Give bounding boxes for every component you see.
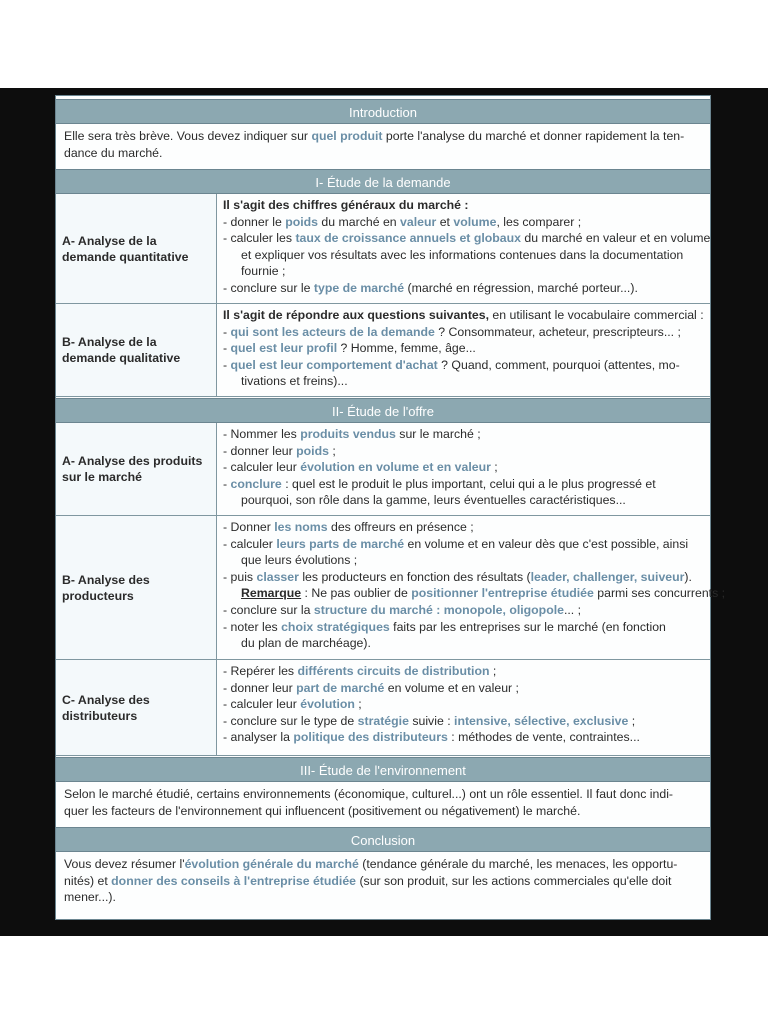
bullet-line <box>223 247 704 264</box>
bullet-line <box>223 680 704 697</box>
text-fragment: - calculer les <box>223 231 296 246</box>
bullet-line <box>223 459 704 476</box>
text-fragment: ? Quand, comment, pourquoi (attentes, mo- <box>437 357 680 372</box>
text-fragment: sur le marché ; <box>395 427 481 441</box>
conclusion-header: Conclusion <box>56 827 710 852</box>
text-fragment: en volume et en valeur dès que c'est possible, ainsi <box>404 536 689 551</box>
text-fragment: - Nommer les <box>223 427 301 441</box>
row-label-line: sur le marché <box>62 470 142 484</box>
text-fragment: ... ; <box>563 602 582 617</box>
row-label <box>56 304 217 396</box>
row-label-line: distributeurs <box>62 708 138 723</box>
bullet-line <box>223 492 704 509</box>
highlighted-term: évolution <box>300 697 355 712</box>
text-fragment: - <box>223 341 231 356</box>
text-fragment: Elle sera très brève. Vous devez indiquer sur <box>64 129 312 143</box>
text-fragment: : méthodes de vente, contraintes... <box>447 730 640 745</box>
row-label <box>56 423 217 515</box>
text-line <box>64 889 702 906</box>
text-fragment: Il s'agit des chiffres généraux du marché : <box>223 198 469 212</box>
bullet-line <box>223 280 704 297</box>
text-fragment: - conclure sur la <box>223 602 314 617</box>
bullet-line <box>223 536 704 553</box>
environment-text <box>56 786 710 819</box>
bullet-line <box>223 713 704 730</box>
row-content <box>223 307 704 390</box>
bullet-line <box>223 585 726 602</box>
conclusion-text <box>56 856 710 906</box>
highlighted-term: poids <box>296 443 329 458</box>
text-line <box>64 803 702 820</box>
introduction-header: Introduction <box>56 99 710 124</box>
highlighted-term: leurs parts de marché <box>276 536 405 551</box>
text-fragment: - Donner <box>223 520 275 534</box>
bullet-line <box>223 663 704 680</box>
bullet-line <box>223 635 704 652</box>
text-fragment: du marché en valeur et en volume <box>520 231 711 246</box>
highlighted-term: classer <box>256 569 299 584</box>
text-fragment: : quel est le produit le plus important, celui qui a le plus progressé et <box>281 476 656 491</box>
bullet-line <box>223 602 704 619</box>
text-line <box>64 128 702 145</box>
highlighted-term: quel est leur comportement d'achat <box>230 357 438 372</box>
text-fragment: porte l'analyse du marché et donner rapidement la ten- <box>382 129 685 143</box>
highlighted-term: volume <box>453 214 497 229</box>
distributors-row <box>56 660 710 756</box>
bullet-line <box>223 230 711 247</box>
text-fragment: en utilisant le vocabulaire commercial : <box>489 308 704 322</box>
text-fragment: - noter les <box>223 619 282 634</box>
bullet-line <box>223 443 704 460</box>
text-fragment: des offreurs en présence ; <box>327 520 474 534</box>
text-fragment: - Repérer les <box>223 664 298 678</box>
text-fragment: suivie : <box>408 713 455 728</box>
text-fragment: (tendance générale du marché, les menaces, les opportu- <box>358 857 678 871</box>
text-fragment: et <box>436 214 454 229</box>
text-fragment: - donner le <box>223 214 286 229</box>
bullet-line <box>223 552 704 569</box>
text-fragment: - <box>223 357 231 372</box>
text-fragment: ? Consommateur, acheteur, prescripteurs... ; <box>434 324 681 339</box>
row-content <box>223 197 711 297</box>
text-fragment: en volume et en valeur ; <box>384 680 519 695</box>
highlighted-term: donner des conseils à l'entreprise étudiée <box>111 873 357 888</box>
text-fragment: (marché en régression, marché porteur...). <box>404 280 638 295</box>
row-content <box>223 663 704 746</box>
text-fragment: - conclure sur le <box>223 280 314 295</box>
highlighted-term: politique des distributeurs <box>293 730 448 745</box>
row-label-line: B- Analyse de la <box>62 335 157 349</box>
highlighted-term: les noms <box>274 520 328 534</box>
row-content <box>223 519 726 652</box>
text-fragment: du plan de marchéage). <box>241 636 371 651</box>
text-fragment: Vous devez résumer l' <box>64 857 185 871</box>
bullet-line <box>223 263 704 280</box>
bullet-line <box>223 197 704 214</box>
bullet-line <box>223 619 704 636</box>
text-fragment: et expliquer vos résultats avec les informations contenues dans la documentation <box>241 247 684 262</box>
text-fragment: (sur son produit, sur les actions commerciales qu'elle doit <box>356 873 672 888</box>
bullet-line <box>223 373 704 390</box>
bullet-line <box>223 357 704 374</box>
highlighted-term: évolution en volume et en valeur <box>300 460 491 475</box>
text-fragment: - calculer leur <box>223 460 301 475</box>
market-analysis-sheet <box>55 95 726 920</box>
text-fragment: Selon le marché étudié, certains environnements (économique, culturel...) ont un rôle essentiel. Il faut donc indi- <box>64 787 674 801</box>
text-fragment: , les comparer ; <box>496 214 582 229</box>
text-fragment: parmi ses concurrents ; <box>593 586 726 601</box>
text-fragment: - calculer leur <box>223 697 301 712</box>
highlighted-term: type de marché <box>313 280 405 295</box>
text-fragment: - conclure sur le type de <box>223 713 358 728</box>
text-line <box>64 856 702 873</box>
text-fragment: ; <box>628 713 636 728</box>
row-label-line: A- Analyse des produits <box>62 454 203 468</box>
text-line <box>64 873 702 890</box>
text-fragment: - <box>223 476 231 491</box>
row-label-line: producteurs <box>62 588 134 603</box>
row-content <box>223 426 704 509</box>
text-fragment: faits par les entreprises sur le marché (en fonction <box>389 619 666 634</box>
text-fragment: - calculer <box>223 536 277 551</box>
introduction-text <box>56 128 710 161</box>
highlighted-term: qui sont les acteurs de la demande <box>230 324 435 339</box>
bullet-line <box>223 519 704 536</box>
highlighted-term: stratégie <box>357 713 409 728</box>
highlighted-term: poids <box>285 214 319 229</box>
text-fragment: tivations et freins)... <box>241 374 348 389</box>
row-label-line: C- Analyse des <box>62 692 150 707</box>
highlighted-term: quel produit <box>311 129 383 143</box>
text-fragment: quer les facteurs de l'environnement qui influencent (positivement ou négativement) le marché. <box>64 803 581 818</box>
text-fragment: - donner leur <box>223 443 297 458</box>
text-fragment: ? Homme, femme, âge... <box>337 341 476 356</box>
bullet-line <box>223 426 704 443</box>
highlighted-term: valeur <box>400 214 437 229</box>
text-fragment: dance du marché. <box>64 145 163 160</box>
row-label-line: B- Analyse des <box>62 572 150 587</box>
row-label-line: A- Analyse de la <box>62 233 157 248</box>
highlighted-term: différents circuits de distribution <box>297 664 490 678</box>
section2-header: II- Étude de l'offre <box>56 398 710 423</box>
row-label-line: demande quantitative <box>62 249 189 264</box>
highlighted-term: part de marché <box>296 680 385 695</box>
highlighted-term: quel est leur profil <box>230 341 338 356</box>
row-label <box>56 516 217 659</box>
bullet-line <box>223 214 704 231</box>
bullet-line <box>223 340 704 357</box>
text-fragment: du marché en <box>318 214 401 229</box>
text-fragment: ; <box>354 697 362 712</box>
text-fragment: : Ne pas oublier de <box>301 586 412 601</box>
text-fragment: - puis <box>223 569 257 584</box>
demand-quantitative-row <box>56 194 710 304</box>
highlighted-term: structure du marché : monopole, oligopole <box>313 602 564 617</box>
products-row <box>56 423 710 516</box>
bullet-line <box>223 696 704 713</box>
text-fragment: ). <box>684 569 692 584</box>
text-fragment: ; <box>489 664 497 678</box>
highlighted-term: évolution générale du marché <box>184 857 359 871</box>
highlighted-term: positionner l'entreprise étudiée <box>411 586 594 601</box>
text-fragment: pourquoi, son rôle dans la gamme, leurs éventuelles caractéristiques... <box>241 493 626 508</box>
text-fragment: - analyser la <box>223 730 294 745</box>
demand-qualitative-row <box>56 304 710 397</box>
text-line <box>64 145 702 162</box>
bullet-line <box>223 569 704 586</box>
producers-row <box>56 516 726 660</box>
row-label <box>56 660 217 755</box>
bullet-line <box>223 729 704 746</box>
text-fragment: - donner leur <box>223 680 297 695</box>
text-fragment: ; <box>328 443 336 458</box>
row-label <box>56 194 217 303</box>
highlighted-term: conclure <box>230 476 282 491</box>
highlighted-term: produits vendus <box>300 427 396 441</box>
highlighted-term: leader, challenger, suiveur <box>530 569 685 584</box>
highlighted-term: choix stratégiques <box>281 619 390 634</box>
text-fragment: les producteurs en fonction des résultats ( <box>298 569 531 584</box>
text-fragment: mener...). <box>64 890 116 905</box>
text-fragment: ; <box>490 460 498 475</box>
text-fragment: fournie ; <box>241 264 286 279</box>
highlighted-term: intensive, sélective, exclusive <box>454 713 629 728</box>
section3-header: III- Étude de l'environnement <box>56 757 710 782</box>
row-label-line: demande qualitative <box>62 351 181 365</box>
text-line <box>64 786 702 803</box>
text-fragment: - <box>223 324 231 339</box>
highlighted-term: taux de croissance annuels et globaux <box>295 231 521 246</box>
text-fragment: nités) et <box>64 873 112 888</box>
section1-header: I- Étude de la demande <box>56 169 710 194</box>
remark-label: Remarque <box>241 586 302 601</box>
bullet-line <box>223 476 704 493</box>
intro-phrase: Il s'agit de répondre aux questions suivantes, <box>223 308 490 322</box>
bullet-line <box>223 324 704 341</box>
bullet-line <box>223 307 704 324</box>
text-fragment: que leurs évolutions ; <box>241 553 358 568</box>
